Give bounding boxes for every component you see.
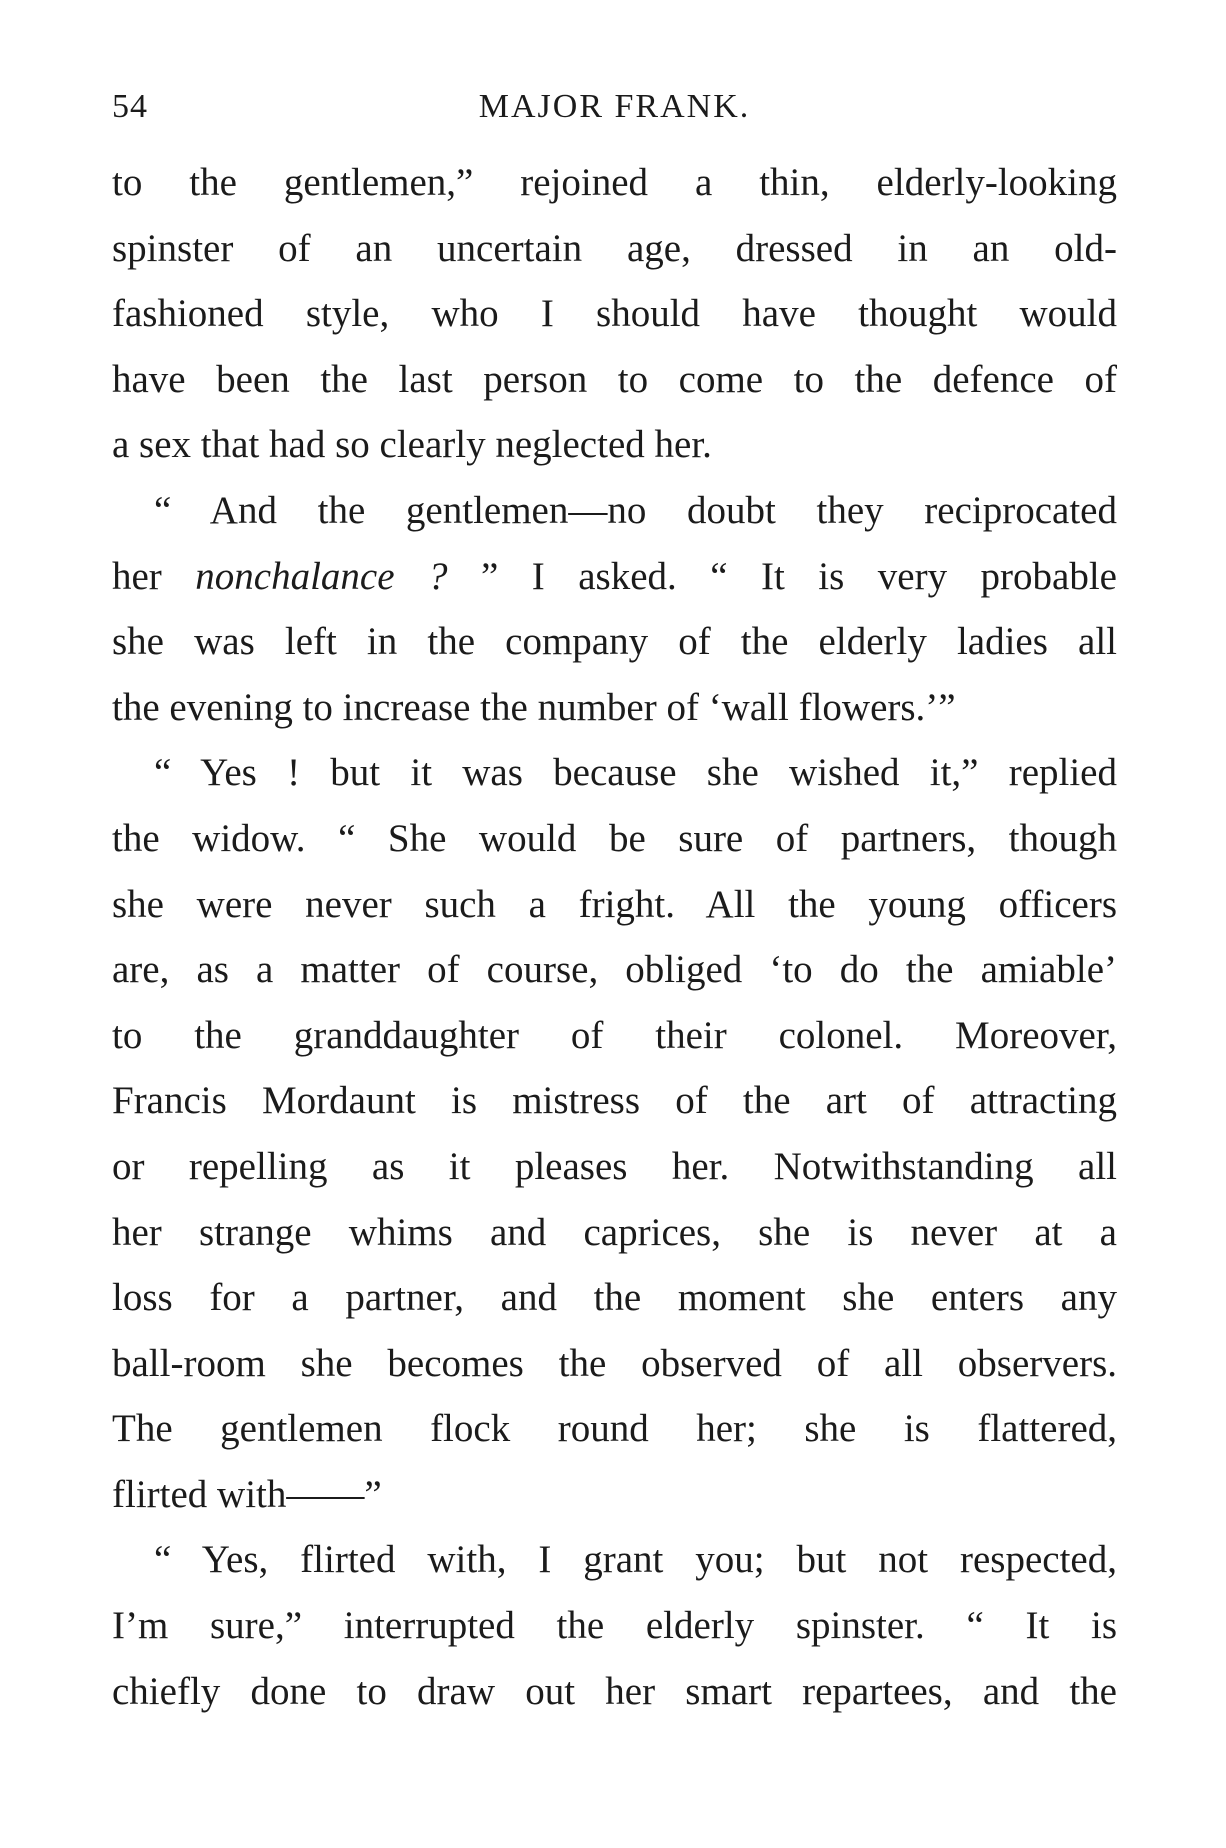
text-line: ball-room she becomes the observed of all observers. (112, 1341, 1117, 1385)
text-line: The gentlemen flock round her; she is flattered, (112, 1407, 1117, 1451)
text-line: “ Yes ! but it was because she wished it,” replied (154, 751, 1117, 795)
text-line: “ Yes, flirted with, I grant you; but not respected, (154, 1538, 1117, 1582)
text-line: flirted with——” (112, 1472, 382, 1516)
body-text (112, 150, 1117, 1724)
italic-word: nonchalance ? (195, 554, 448, 598)
text-line: her strange whims and caprices, she is never at a (112, 1210, 1117, 1254)
running-head: MAJOR FRANK. (478, 88, 751, 125)
text-line: or repelling as it pleases her. Notwithstanding all (112, 1144, 1117, 1188)
text-fragment: her (112, 554, 196, 598)
text-line: to the granddaughter of their colonel. Moreover, (112, 1013, 1117, 1057)
text-line: spinster of an uncertain age, dressed in an old- (112, 226, 1117, 270)
text-line (112, 544, 1117, 610)
page-number: 54 (112, 88, 148, 125)
page-header (112, 88, 1117, 138)
text-fragment: ” I asked. “ It is very probable (447, 554, 1117, 598)
text-line: the evening to increase the number of ‘wall flowers.’” (112, 685, 956, 729)
text-line: a sex that had so clearly neglected her. (112, 423, 712, 467)
text-line: Francis Mordaunt is mistress of the art of attracting (112, 1079, 1117, 1123)
text-line: “ And the gentlemen—no doubt they reciprocated (154, 488, 1117, 532)
text-line: the widow. “ She would be sure of partners, though (112, 816, 1117, 860)
text-line: she were never such a fright. All the young officers (112, 882, 1117, 926)
text-line: have been the last person to come to the defence of (112, 357, 1117, 401)
text-line: loss for a partner, and the moment she enters any (112, 1276, 1117, 1320)
text-line: chiefly done to draw out her smart repartees, and the (112, 1669, 1117, 1713)
text-line: she was left in the company of the elderly ladies all (112, 620, 1117, 664)
text-line: fashioned style, who I should have thought would (112, 292, 1117, 336)
text-line: to the gentlemen,” rejoined a thin, elderly-looking (112, 161, 1117, 204)
text-line: I’m sure,” interrupted the elderly spinster. “ It is (112, 1604, 1117, 1648)
text-line: are, as a matter of course, obliged ‘to do the amiable’ (112, 948, 1117, 992)
